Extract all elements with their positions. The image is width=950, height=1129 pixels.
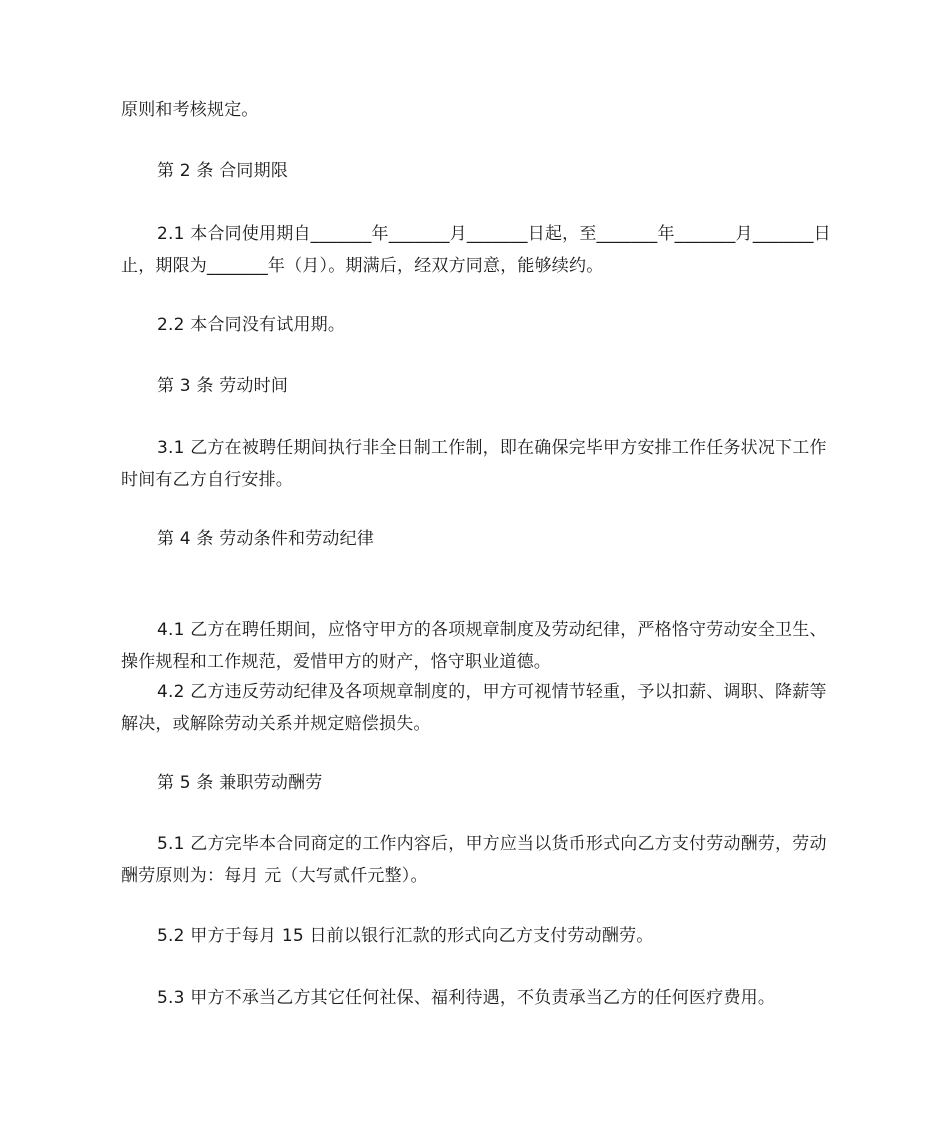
- clause-2-2: 2.2 本合同没有试用期。: [157, 315, 346, 335]
- clause-5-2: 5.2 甲方于每月 15 日前以银行汇款的形式向乙方支付劳动酬劳。: [157, 926, 654, 946]
- clause-4-2: 4.2 乙方违反劳动纪律及各项规章制度的，甲方可视情节轻重，予以扣薪、调职、降薪等解决，或解除劳动关系并规定赔偿损失。: [121, 682, 827, 734]
- article-2-heading: 第 2 条 合同期限: [157, 161, 289, 181]
- article-3-heading: 第 3 条 劳动时间: [157, 376, 289, 396]
- clause-5-1: 5.1 乙方完毕本合同商定的工作内容后，甲方应当以货币形式向乙方支付劳动酬劳，劳动酬劳原则为：每月 元（大写贰仟元整）。: [121, 834, 827, 886]
- article-4-heading: 第 4 条 劳动条件和劳动纪律: [157, 529, 375, 549]
- article-5-heading: 第 5 条 兼职劳动酬劳: [157, 773, 323, 793]
- clause-5-3: 5.3 甲方不承当乙方其它任何社保、福利待遇，不负责承当乙方的任何医疗费用。: [157, 988, 776, 1008]
- clause-4-1: 4.1 乙方在聘任期间，应恪守甲方的各项规章制度及劳动纪律，严格恪守劳动安全卫生、操作规程和工作规范，爱惜甲方的财产，恪守职业道德。: [121, 620, 827, 672]
- clause-2-1: 2.1 本合同使用期自_______年_______月_______日起，至_______年_______月_______日止，期限为_______年（月）。期满后，经双方同意，能够续约。: [121, 224, 831, 276]
- paragraph-continuation: 原则和考核规定。: [121, 100, 259, 120]
- clause-3-1: 3.1 乙方在被聘任期间执行非全日制工作制，即在确保完毕甲方安排工作任务状况下工作时间有乙方自行安排。: [121, 438, 827, 490]
